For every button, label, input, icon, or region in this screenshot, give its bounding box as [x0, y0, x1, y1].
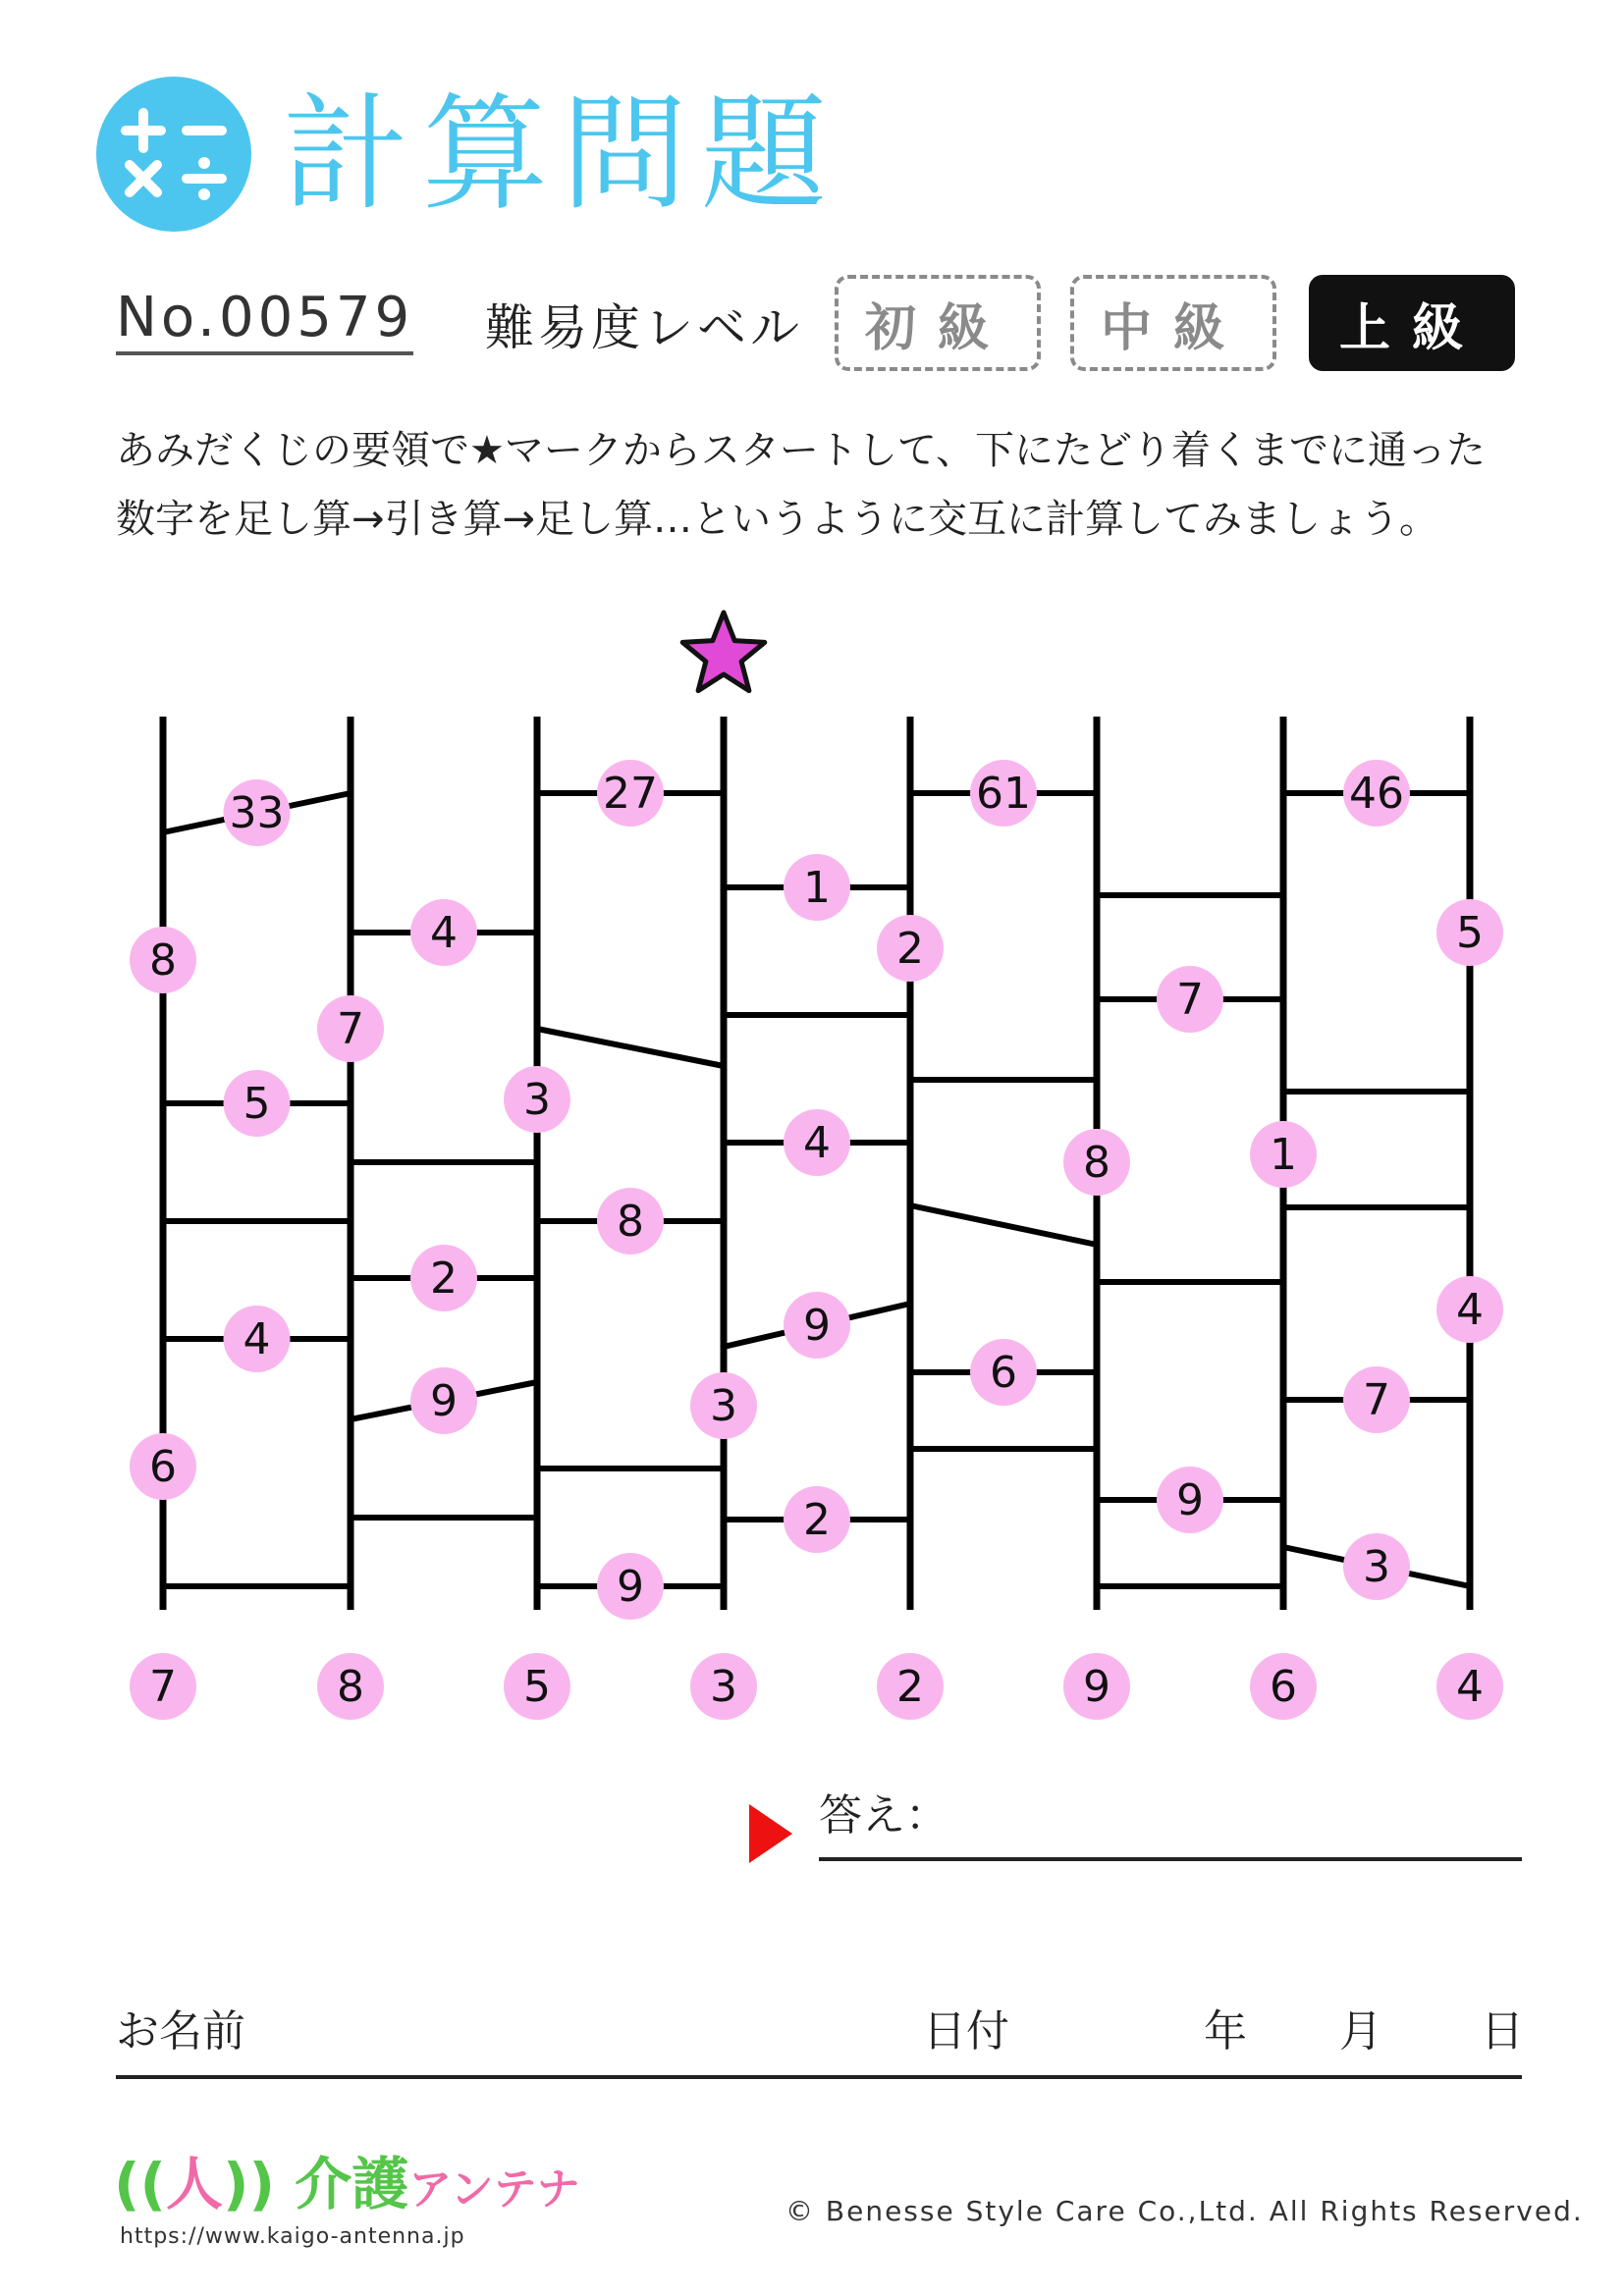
rung-value: 2 [430, 1254, 458, 1304]
rung-value: 33 [229, 788, 285, 838]
date-label: 日付 [923, 2006, 1009, 2056]
line-value: 2 [896, 924, 924, 974]
instructions-line-1: あみだくじの要領で★マークからスタートして、下にたどり着くまでに通った [116, 428, 1487, 473]
rung-value: 3 [1363, 1542, 1390, 1592]
level-beginner-badge: 初級 [835, 275, 1041, 371]
line-value: 1 [1270, 1130, 1297, 1180]
bottom-value: 4 [1456, 1662, 1484, 1712]
line-value: 8 [149, 935, 177, 986]
brand-url: https://www.kaigo-antenna.jp [120, 2224, 465, 2249]
rung-value: 4 [803, 1118, 831, 1168]
answer-field[interactable] [819, 1857, 1522, 1861]
level-intermediate-badge: 中級 [1070, 275, 1276, 371]
rung-value: 4 [243, 1314, 271, 1364]
rung-value: 7 [1363, 1375, 1390, 1425]
rung-value: 4 [430, 908, 458, 958]
line-value: 4 [1456, 1285, 1484, 1335]
brand-name-sub: アンテナ [408, 2164, 580, 2215]
rung-value: 8 [617, 1197, 644, 1247]
ladder-rung [537, 1029, 724, 1066]
brand-logo: ((人)) 介護アンテナ [114, 2151, 580, 2217]
answer-arrow-icon [749, 1804, 792, 1863]
bottom-value: 2 [896, 1662, 924, 1712]
problem-number: No.00579 [116, 287, 413, 355]
page-title: 計算問題 [283, 81, 841, 228]
rung-value: 9 [1176, 1475, 1204, 1525]
rung-value: 46 [1349, 769, 1404, 819]
start-star-icon [682, 613, 765, 691]
rung-value: 61 [976, 769, 1031, 819]
level-advanced-badge: 上級 [1309, 275, 1515, 371]
line-value: 3 [710, 1381, 737, 1431]
bottom-value: 8 [337, 1662, 364, 1712]
antenna-icon: (( [114, 2151, 167, 2217]
line-value: 8 [1083, 1138, 1110, 1188]
bottom-value: 6 [1270, 1662, 1297, 1712]
rung-value: 9 [430, 1376, 458, 1426]
rung-value: 9 [617, 1562, 644, 1612]
bottom-value: 3 [710, 1662, 737, 1712]
line-value: 5 [1456, 908, 1484, 958]
rung-value: 27 [603, 769, 658, 819]
rung-value: 1 [803, 863, 831, 913]
difficulty-label: 難易度レベル [485, 299, 803, 356]
rung-value: 5 [243, 1079, 271, 1129]
rung-value: 6 [990, 1348, 1017, 1398]
month-label: 月 [1339, 2006, 1382, 2056]
copyright: © Benesse Style Care Co.,Ltd. All Rights Reserved. [785, 2195, 1584, 2227]
name-date-field[interactable] [116, 2075, 1522, 2079]
ladder-rung [910, 1205, 1097, 1245]
answer-label: 答え： [819, 1790, 948, 1841]
rung-value: 2 [803, 1495, 831, 1545]
instructions-line-2: 数字を足し算→引き算→足し算…というように交互に計算してみましょう。 [116, 497, 1439, 542]
bottom-value: 5 [523, 1662, 551, 1712]
bottom-value: 7 [149, 1662, 177, 1712]
rung-value: 9 [803, 1301, 831, 1351]
line-value: 3 [523, 1075, 551, 1125]
rung-value: 7 [1176, 975, 1204, 1025]
line-value: 7 [337, 1004, 364, 1054]
bottom-value: 9 [1083, 1662, 1110, 1712]
name-label: お名前 [116, 2006, 245, 2056]
day-label: 日 [1481, 2006, 1524, 2056]
line-value: 6 [149, 1442, 177, 1492]
year-label: 年 [1204, 2006, 1247, 2056]
brand-name: 介護 [295, 2151, 409, 2217]
person-icon: 人 [166, 2151, 224, 2217]
